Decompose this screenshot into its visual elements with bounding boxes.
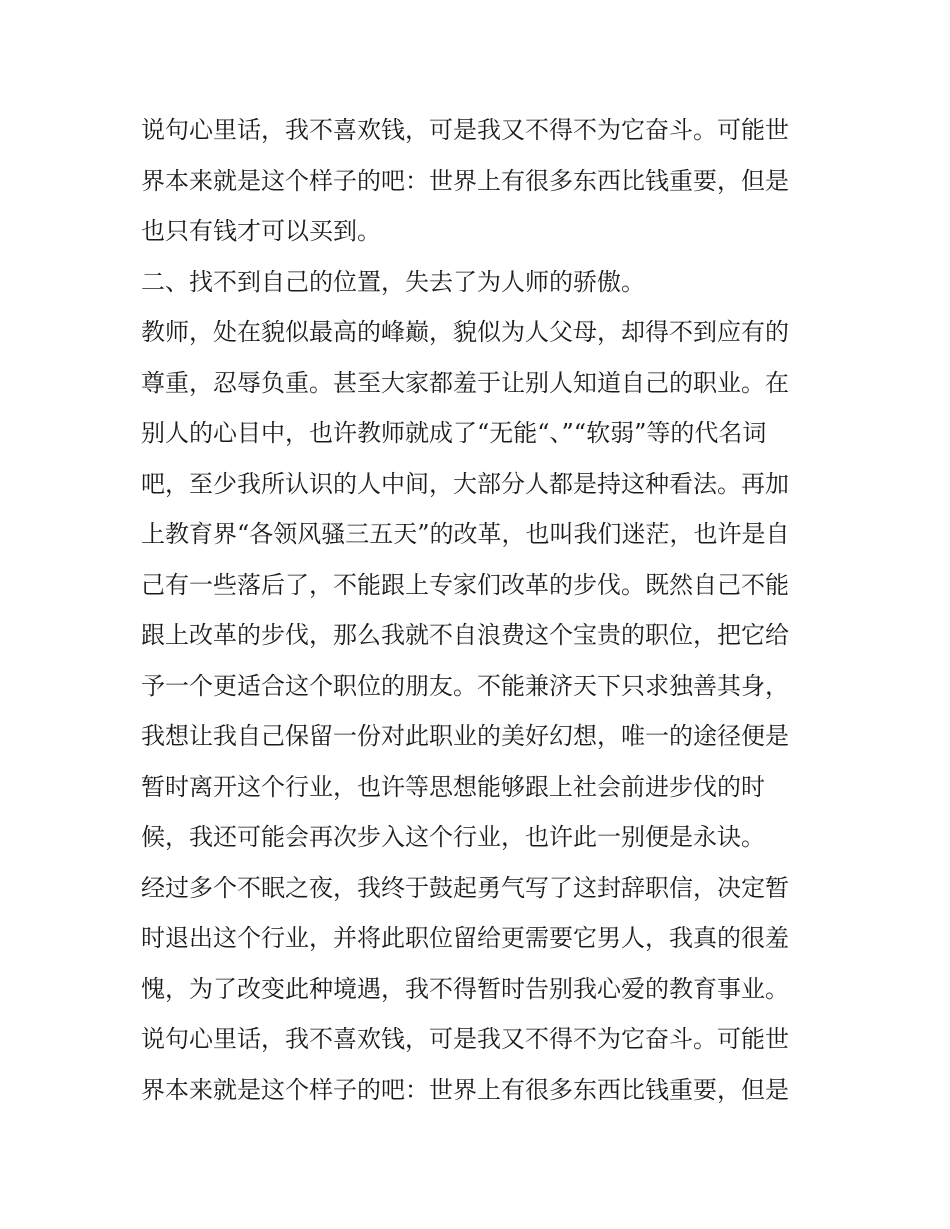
- text-line: 跟上改革的步伐，那么我就不自浪费这个宝贵的职位，把它给: [141, 621, 789, 649]
- text-line: 愧，为了改变此种境遇，我不得暂时告别我心爱的教育事业。: [141, 974, 789, 1003]
- text-line: 说句心里话，我不喜欢钱，可是我又不得不为它奋斗。可能世: [141, 1025, 789, 1053]
- text-line: 时退出这个行业，并将此职位留给更需要它男人，我真的很羞: [141, 924, 789, 952]
- text-line: 吧，至少我所认识的人中间，大部分人都是持这种看法。再加: [141, 469, 789, 498]
- text-line: 尊重，忍辱负重。甚至大家都羞于让别人知道自己的职业。在: [141, 368, 789, 397]
- text-line: 界本来就是这个样子的吧：世界上有很多东西比钱重要，但是: [141, 166, 789, 195]
- text-line: 己有一些落后了，不能跟上专家们改革的步伐。既然自己不能: [141, 570, 789, 599]
- text-line: 予一个更适合这个职位的朋友。不能兼济天下只求独善其身，: [141, 671, 789, 700]
- text-line: 上教育界“各领风骚三五天”的改革，也叫我们迷茫，也许是自: [141, 520, 790, 548]
- text-line: 我想让我自己保留一份对此职业的美好幻想，唯一的途径便是: [141, 722, 789, 750]
- text-line: 界本来就是这个样子的吧：世界上有很多东西比钱重要，但是: [141, 1075, 789, 1104]
- text-line: 别人的心目中，也许教师就成了“无能“、”“软弱”等的代名词: [141, 419, 767, 447]
- section-heading: 二、找不到自己的位置，失去了为人师的骄傲。: [141, 267, 645, 296]
- text-line: 教师，处在貌似最高的峰巅，貌似为人父母，却得不到应有的: [141, 318, 789, 346]
- text-line: 也只有钱才可以买到。: [141, 217, 381, 245]
- text-line: 候，我还可能会再次步入这个行业，也许此一别便是永诀。: [141, 823, 765, 851]
- text-line: 说句心里话，我不喜欢钱，可是我又不得不为它奋斗。可能世: [141, 116, 789, 144]
- text-line: 经过多个不眠之夜，我终于鼓起勇气写了这封辞职信，决定暂: [141, 873, 789, 902]
- text-line: 暂时离开这个行业，也许等思想能够跟上社会前进步伐的时: [141, 772, 765, 801]
- body-text: [141, 105, 821, 1115]
